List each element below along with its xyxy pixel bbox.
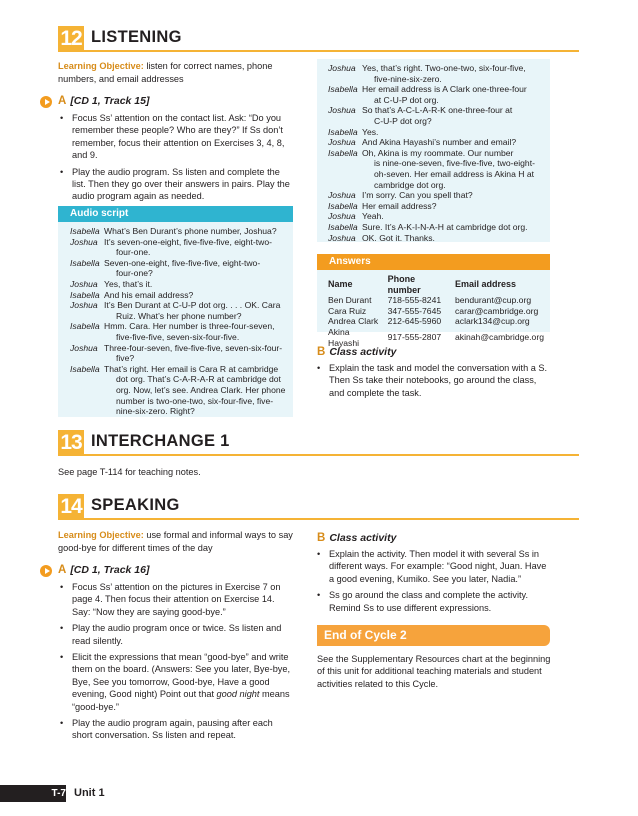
list-item: • Focus Ss’ attention on the pictures in Exercise 7 on page 4. Then focus their attention on Exercise 14. Say: “Now they are saying good-bye.” — [60, 581, 292, 618]
interchange-note: See page T-114 for teaching notes. — [58, 467, 201, 477]
section-title: LISTENING — [91, 28, 182, 46]
table-cell: 917-555-2807 — [387, 332, 442, 343]
speaker-text — [104, 226, 287, 237]
table-row — [328, 295, 550, 306]
script-text-line: Yes. — [362, 126, 379, 137]
script-line — [70, 258, 287, 279]
section-number: 12 — [58, 26, 84, 52]
script-text-line: org. Now, let’s see. Andrea Clark. Her phone — [116, 384, 286, 395]
speaker-name: Isabella — [70, 226, 100, 236]
page-number-tab: T-7 — [0, 785, 66, 802]
script-text-line: Her email address? — [362, 200, 437, 211]
script-text-line: oh-seven. Her email address is Akina H at — [374, 168, 535, 179]
script-line — [328, 222, 544, 233]
section-title: INTERCHANGE 1 — [91, 432, 230, 450]
table-cell: akinah@cambridge.org — [455, 332, 544, 343]
speaker-text — [362, 63, 544, 84]
script-line — [328, 105, 544, 126]
speaker-name: Joshua — [70, 342, 98, 353]
table-cell: bendurant@cup.org — [455, 295, 532, 306]
speaker-name: Joshua — [328, 63, 356, 73]
speaker-text — [362, 233, 544, 244]
objective-label: Learning Objective: — [58, 530, 144, 540]
script-text-line: And Akina Hayashi’s number and email? — [362, 137, 517, 148]
section-number: 13 — [58, 430, 84, 456]
script-text-line: four-one. — [116, 247, 151, 258]
speaker-text — [104, 279, 287, 290]
script-line — [328, 137, 544, 148]
table-row — [328, 306, 550, 317]
script-text-line: And his email address? — [104, 289, 194, 300]
script-line — [328, 190, 544, 201]
script-line — [328, 63, 544, 84]
list-item: • Explain the activity. Then model it with several Ss in different ways. For example: “Good night, Juan. Have a good evening, Kumiko. See you later, Nadia.” — [317, 548, 553, 585]
script-text-line: dot org. That’s C-A-R-A-R at cambridge dot — [116, 374, 281, 385]
audio-script-left — [58, 222, 293, 417]
section-12-header — [58, 26, 579, 52]
script-line — [70, 343, 287, 364]
sub-title: [CD 1, Track 16] — [70, 564, 150, 576]
listening-a-bullets — [60, 112, 292, 207]
column-header: Phone number — [387, 274, 421, 295]
script-line — [328, 127, 544, 138]
script-line — [70, 290, 287, 301]
script-line — [328, 148, 544, 190]
table-cell: Akina Hayashi — [328, 326, 360, 348]
listening-b-bullets — [317, 362, 551, 403]
table-cell: 347-555-7645 — [387, 305, 442, 316]
speaker-name: Isabella — [70, 363, 100, 374]
section-rule — [84, 454, 579, 456]
speaker-text — [104, 321, 287, 342]
script-text-line: is nine-one-seven, five-five-five, two-eight- — [374, 158, 535, 169]
script-line — [70, 237, 287, 258]
script-text-line: cambridge dot org. — [374, 179, 446, 190]
script-text-line: Ruiz. What’s her phone number? — [116, 310, 242, 321]
list-item: • Play the audio program again, pausing after each short conversation. Ss listen and repeat. — [60, 717, 292, 742]
column-header: Name — [328, 279, 353, 290]
sub-a-heading — [58, 564, 150, 576]
list-item: • Ss go around the class and complete the activity. Remind Ss to use different expressions. — [317, 589, 553, 614]
script-text-line: Yeah. — [362, 211, 384, 222]
table-cell: 212-645-5960 — [387, 316, 442, 327]
speaker-text — [362, 84, 544, 105]
speaker-name: Joshua — [70, 300, 98, 311]
speaker-name: Isabella — [70, 289, 100, 300]
section-number: 14 — [58, 494, 84, 520]
speaking-b-bullets — [317, 548, 553, 618]
script-line — [70, 226, 287, 237]
script-text-line: five-nine-six-zero. — [374, 73, 442, 84]
table-cell: Cara Ruiz — [328, 305, 367, 316]
script-line — [328, 233, 544, 244]
speaker-name: Joshua — [328, 190, 356, 201]
speaker-name: Isabella — [328, 221, 358, 232]
end-of-cycle-text: See the Supplementary Resources chart at the beginning of this unit for additional teaching materials and student activities related to this Cycle. — [317, 654, 551, 689]
table-cell: Ben Durant — [328, 295, 372, 306]
table-cell: Andrea Clark — [328, 316, 379, 327]
script-text-line: Yes, that’s it. — [104, 278, 153, 289]
unit-label: Unit 1 — [74, 787, 105, 799]
script-line — [70, 321, 287, 342]
script-line — [328, 211, 544, 222]
script-text-line: number is two-one-two, six-four-five, five- — [116, 395, 274, 406]
table-row — [328, 327, 550, 348]
script-line — [70, 279, 287, 290]
script-text-line: OK. Got it. Thanks. — [362, 232, 435, 243]
sub-letter: A — [58, 564, 67, 576]
table-cell: 718-555-8241 — [387, 295, 442, 306]
list-item: • Play the audio program once or twice. Ss listen and read silently. — [60, 622, 292, 647]
speaker-name: Isabella — [70, 321, 100, 332]
table-cell: aclark134@cup.org — [455, 316, 530, 327]
script-text-line: Three-four-seven, five-five-five, seven-six-four- — [104, 342, 283, 353]
speaker-text — [104, 364, 287, 417]
speaker-text — [362, 148, 544, 190]
answers-label: Answers — [317, 254, 550, 270]
audio-script-box — [58, 206, 293, 417]
speaker-name: Isabella — [328, 126, 358, 137]
section-14-header — [58, 494, 579, 520]
table-header-row — [328, 274, 550, 295]
sub-letter: B — [317, 532, 326, 544]
speaker-name: Joshua — [328, 211, 356, 222]
end-of-cycle-banner: End of Cycle 2 — [317, 625, 550, 646]
script-line — [328, 201, 544, 212]
objective-label: Learning Objective: — [58, 61, 144, 71]
script-text-line: So that’s A-C-L-A-R-K one-three-four at — [362, 105, 513, 116]
script-text-line: I’m sorry. Can you spell that? — [362, 190, 473, 201]
section-rule — [84, 518, 579, 520]
script-text-line: five? — [116, 353, 135, 364]
section-title: SPEAKING — [91, 496, 180, 514]
speaking-a-bullets — [60, 581, 292, 746]
script-text-line: Seven-one-eight, five-five-five, eight-two- — [104, 257, 261, 268]
speaker-name: Joshua — [328, 137, 356, 148]
answers-table — [328, 274, 550, 348]
speaker-text — [362, 127, 544, 138]
sub-letter: B — [317, 346, 326, 358]
speaker-text — [362, 211, 544, 222]
objective-text: listen for correct names, phone numbers, and email addresses — [58, 61, 273, 84]
objective-text: use formal and informal ways to say good-bye for different times of the day — [58, 530, 293, 553]
speaker-name: Isabella — [328, 84, 358, 95]
speaker-text — [362, 105, 544, 126]
sub-a-heading — [58, 95, 150, 107]
speaker-text — [104, 258, 287, 279]
speaker-name: Joshua — [328, 105, 356, 116]
script-line — [70, 300, 287, 321]
script-text-line: at C-U-P dot org. — [374, 94, 439, 105]
speaker-name: Isabella — [70, 257, 100, 268]
script-text-line: What’s Ben Durant’s phone number, Joshua? — [104, 226, 277, 236]
audio-script-right — [317, 59, 550, 243]
learning-objective — [58, 60, 293, 85]
script-text-line: five-five-five, seven-six-four-five. — [116, 331, 240, 342]
section-13-header — [58, 430, 579, 456]
sub-title: [CD 1, Track 15] — [70, 95, 150, 107]
emphasis-text: good night — [216, 689, 260, 700]
column-header: Email address — [455, 279, 517, 290]
sub-b-heading — [317, 532, 396, 544]
speaker-text — [104, 343, 287, 364]
sub-title: Class activity — [329, 532, 397, 544]
script-text-line: Yes, that’s right. Two-one-two, six-four-five, — [362, 63, 526, 73]
list-item: • Explain the task and model the conversation with a S. Then Ss take their notebooks, go around the class, and complete the task. — [317, 362, 551, 399]
script-text-line: nine-six-zero. Right? — [116, 406, 195, 417]
play-audio-icon[interactable] — [40, 565, 52, 577]
audio-script-label: Audio script — [58, 206, 293, 222]
script-text-line: Oh, Akina is my roommate. Our number — [362, 147, 514, 158]
speaker-text — [362, 190, 544, 201]
script-text-line: It’s Ben Durant at C-U-P dot org. . . . OK. Cara — [104, 300, 281, 311]
table-row — [328, 316, 550, 327]
sub-title: Class activity — [329, 346, 397, 358]
speaker-text — [362, 222, 544, 233]
table-cell: carar@cambridge.org — [455, 305, 539, 316]
script-text-line: four-one? — [116, 268, 153, 279]
speaker-name: Joshua — [70, 236, 98, 247]
script-text-line: C-U-P dot org? — [374, 115, 432, 126]
speaker-text — [362, 137, 544, 148]
list-item: • Elicit the expressions that mean “good-bye” and write them on the board. (Answers: See you later, Bye-bye, Bye, See you tomorrow, Good-bye, Have a good evening, Good night) Point out that good night means “good-bye.” — [60, 651, 292, 713]
speaker-name: Isabella — [328, 200, 358, 211]
script-line — [70, 364, 287, 417]
speaker-text — [104, 290, 287, 301]
script-text-line: It’s seven-one-eight, five-five-five, eight-two- — [104, 236, 272, 247]
play-audio-icon[interactable] — [40, 96, 52, 108]
script-line — [328, 84, 544, 105]
answers-box — [317, 254, 550, 348]
list-item: • Focus Ss’ attention on the contact list. Ask: “Do you remember these people? Who are they?” If Ss don’t remember, focus their attention on Exercises 3, 4, 8, and 9. — [60, 112, 292, 162]
script-text-line: Her email address is A Clark one-three-four — [362, 84, 527, 95]
sub-b-heading — [317, 346, 396, 358]
script-text-line: Hmm. Cara. Her number is three-four-seven, — [104, 321, 275, 332]
speaker-name: Joshua — [70, 278, 98, 289]
speaker-text — [104, 300, 287, 321]
audio-script-continued-box — [317, 59, 550, 242]
speaker-text — [362, 201, 544, 212]
section-rule — [84, 50, 579, 52]
speaker-name: Isabella — [328, 147, 358, 158]
sub-letter: A — [58, 95, 67, 107]
speaker-text — [104, 237, 287, 258]
script-text-line: Sure. It’s A-K-I-N-A-H at cambridge dot org. — [362, 221, 528, 232]
list-item: • Play the audio program. Ss listen and complete the list. Then they go over their answers in pairs. Play the audio program again as needed. — [60, 166, 292, 203]
learning-objective — [58, 529, 296, 554]
script-text-line: That’s right. Her email is Cara R at cambridge — [104, 363, 279, 374]
speaker-name: Joshua — [328, 232, 356, 243]
